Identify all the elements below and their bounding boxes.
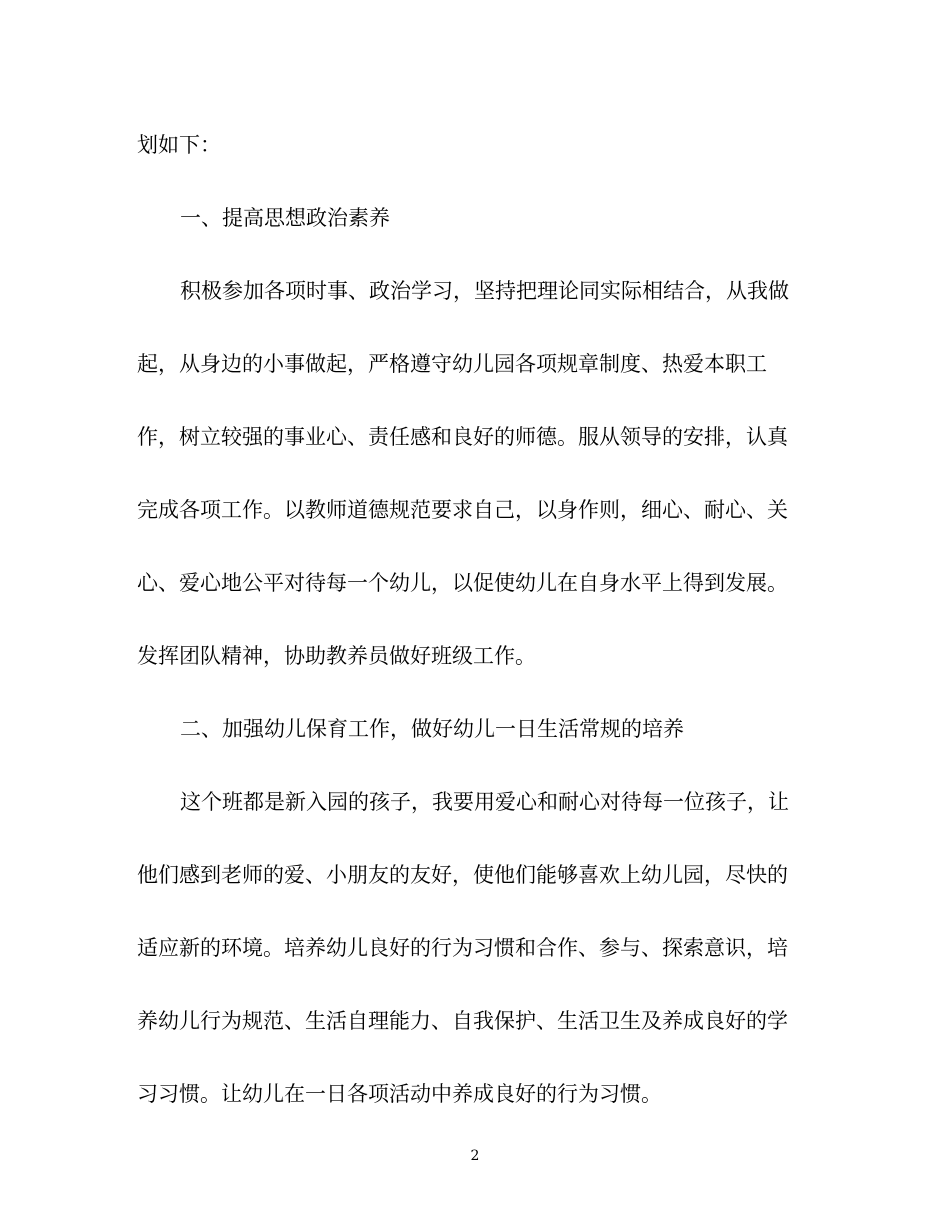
section-heading-2: 二、加强幼儿保育工作，做好幼儿一日生活常规的培养 (180, 717, 684, 741)
paragraph-continuation-line: 划如下： (137, 133, 221, 157)
paragraph-line: 适应新的环境。培养幼儿良好的行为习惯和合作、参与、探索意识，培 (137, 936, 788, 960)
paragraph-line: 完成各项工作。以教师道德规范要求自己，以身作则，细心、耐心、关 (137, 498, 788, 522)
page-number: 2 (470, 1148, 480, 1164)
paragraph-line: 起，从身边的小事做起，严格遵守幼儿园各项规章制度、热爱本职工 (137, 352, 767, 376)
paragraph-line: 心、爱心地公平对待每一个幼儿，以促使幼儿在自身水平上得到发展。 (137, 571, 788, 595)
paragraph-line: 作，树立较强的事业心、责任感和良好的师德。服从领导的安排，认真 (137, 425, 788, 449)
paragraph-line: 养幼儿行为规范、生活自理能力、自我保护、生活卫生及养成良好的学 (137, 1009, 788, 1033)
paragraph-line: 习习惯。让幼儿在一日各项活动中养成良好的行为习惯。 (137, 1082, 662, 1106)
paragraph-line: 这个班都是新入园的孩子，我要用爱心和耐心对待每一位孩子，让 (180, 790, 789, 814)
section-heading-1: 一、提高思想政治素养 (180, 206, 390, 230)
paragraph-line: 积极参加各项时事、政治学习，坚持把理论同实际相结合，从我做 (180, 279, 789, 303)
paragraph-line: 他们感到老师的爱、小朋友的友好，使他们能够喜欢上幼儿园，尽快的 (137, 863, 788, 887)
paragraph-line: 发挥团队精神，协助教养员做好班级工作。 (137, 644, 536, 668)
